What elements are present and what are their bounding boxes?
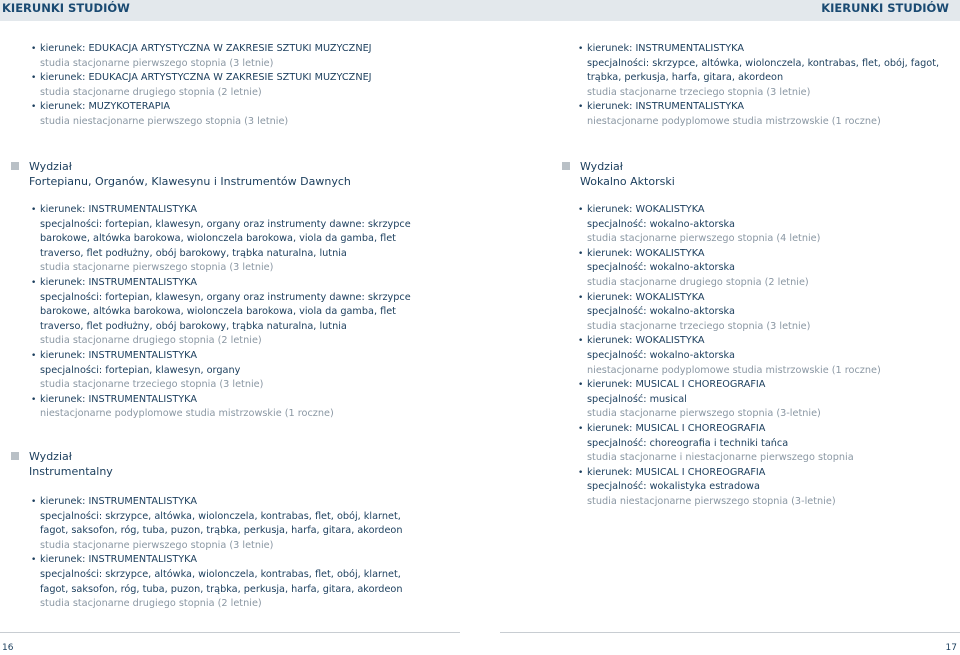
study-mode-line: studia stacjonarne i niestacjonarne pierwszego stopnia <box>587 452 854 464</box>
faculty-label: Wydział <box>580 160 623 173</box>
section-square-icon <box>562 162 570 170</box>
specialty-line: specjalności: skrzypce, altówka, wiolonczela, kontrabas, flet, obój, klarnet, <box>40 568 401 580</box>
study-mode-line: studia stacjonarne drugiego stopnia (2 letnie) <box>40 86 262 98</box>
specialty-line: traverso, flet podłużny, obój barokowy, trąbka naturalna, lutnia <box>40 320 347 332</box>
left-page-title: KIERUNKI STUDIÓW <box>2 1 130 15</box>
specialty-line: specjalność: wokalistyka estradowa <box>587 481 760 493</box>
faculty-heading-fortepian <box>29 159 351 189</box>
faculty-heading-wokalno <box>580 159 675 189</box>
specialty-line: specjalności: skrzypce, altówka, wiolonczela, kontrabas, flet, obój, klarnet, <box>40 510 401 522</box>
right-page-title: KIERUNKI STUDIÓW <box>821 1 949 15</box>
specialty-line: specjalność: choreografia i techniki tańca <box>587 437 789 449</box>
study-mode-line: studia stacjonarne pierwszego stopnia (3 letnie) <box>40 262 274 274</box>
study-mode-line: studia niestacjonarne pierwszego stopnia (3-letnie) <box>587 495 836 507</box>
study-mode-line: studia stacjonarne pierwszego stopnia (3-letnie) <box>587 408 821 420</box>
study-mode-line: niestacjonarne podyplomowe studia mistrzowskie (1 roczne) <box>587 364 881 376</box>
specialty-line: specjalności: skrzypce, altówka, wiolonczela, kontrabas, flet, obój, fagot, <box>587 57 940 69</box>
program-line: • kierunek: MUSICAL I CHOREOGRAFIA <box>580 378 881 393</box>
specialty-line: fagot, saksofon, róg, tuba, puzon, trąbka, perkusja, harfa, gitara, akordeon <box>40 525 403 537</box>
faculty-label: Wydział <box>29 160 72 173</box>
specialty-line: specjalności: fortepian, klawesyn, organy oraz instrumenty dawne: skrzypce <box>40 291 411 303</box>
specialty-line: specjalność: wokalno-aktorska <box>587 218 735 230</box>
program-line: • kierunek: EDUKACJA ARTYSTYCZNA W ZAKRESIE SZTUKI MUZYCZNEJ <box>33 42 372 57</box>
specialty-line: specjalność: wokalno-aktorska <box>587 349 735 361</box>
footer-rule-right <box>500 632 960 633</box>
header-bar <box>0 0 960 21</box>
program-line: • kierunek: WOKALISTYKA <box>580 291 881 306</box>
program-line: • kierunek: WOKALISTYKA <box>580 247 881 262</box>
program-line: • kierunek: MUSICAL I CHOREOGRAFIA <box>580 422 881 437</box>
study-mode-line: studia stacjonarne drugiego stopnia (2 letnie) <box>40 598 262 610</box>
program-line: • kierunek: INSTRUMENTALISTYKA <box>33 203 411 218</box>
footer-rule-left <box>0 632 460 633</box>
faculty-label: Wydział <box>29 450 72 463</box>
study-mode-line: studia stacjonarne pierwszego stopnia (4 letnie) <box>587 233 821 245</box>
study-mode-line: studia stacjonarne drugiego stopnia (2 letnie) <box>587 276 809 288</box>
section-square-icon <box>11 452 19 460</box>
study-mode-line: studia niestacjonarne pierwszego stopnia (3 letnie) <box>40 115 289 127</box>
specialty-line: trąbka, perkusja, harfa, gitara, akordeon <box>587 72 784 84</box>
program-line: • kierunek: MUZYKOTERAPIA <box>33 100 372 115</box>
faculty-name: Instrumentalny <box>29 465 113 478</box>
faculty-instrumentalny-list <box>33 495 403 612</box>
study-mode-line: studia stacjonarne trzeciego stopnia (3 letnie) <box>587 320 811 332</box>
specialty-line: specjalność: musical <box>587 393 687 405</box>
study-mode-line: niestacjonarne podyplomowe studia mistrzowskie (1 roczne) <box>40 408 334 420</box>
faculty-name: Wokalno Aktorski <box>580 175 675 188</box>
study-mode-line: studia stacjonarne trzeciego stopnia (3 letnie) <box>40 379 264 391</box>
specialty-line: traverso, flet podłużny, obój barokowy, trąbka naturalna, lutnia <box>40 247 347 259</box>
specialty-line: specjalności: fortepian, klawesyn, organy <box>40 364 241 376</box>
page-number-right: 17 <box>945 643 957 653</box>
program-line: • kierunek: INSTRUMENTALISTYKA <box>33 553 403 568</box>
program-line: • kierunek: WOKALISTYKA <box>580 203 881 218</box>
program-line: • kierunek: INSTRUMENTALISTYKA <box>580 100 939 115</box>
program-line: • kierunek: INSTRUMENTALISTYKA <box>580 42 939 57</box>
left-top-list <box>33 42 372 130</box>
program-line: • kierunek: INSTRUMENTALISTYKA <box>33 495 403 510</box>
study-mode-line: studia stacjonarne trzeciego stopnia (3 letnie) <box>587 86 811 98</box>
program-line: • kierunek: INSTRUMENTALISTYKA <box>33 349 411 364</box>
program-line: • kierunek: EDUKACJA ARTYSTYCZNA W ZAKRESIE SZTUKI MUZYCZNEJ <box>33 71 372 86</box>
program-line: • kierunek: INSTRUMENTALISTYKA <box>33 276 411 291</box>
program-line: • kierunek: INSTRUMENTALISTYKA <box>33 393 411 408</box>
study-mode-line: studia stacjonarne pierwszego stopnia (3 letnie) <box>40 57 274 69</box>
study-mode-line: studia stacjonarne pierwszego stopnia (3 letnie) <box>40 539 274 551</box>
specialty-line: fagot, saksofon, róg, tuba, puzon, trąbka, perkusja, harfa, gitara, akordeon <box>40 583 403 595</box>
page-number-left: 16 <box>2 643 14 653</box>
study-mode-line: studia stacjonarne drugiego stopnia (2 letnie) <box>40 335 262 347</box>
faculty-fortepian-list <box>33 203 411 422</box>
faculty-wokalno-list <box>580 203 881 509</box>
section-square-icon <box>11 162 19 170</box>
specialty-line: barokowe, altówka barokowa, wiolonczela barokowa, viola da gamba, flet <box>40 306 396 318</box>
faculty-name: Fortepianu, Organów, Klawesynu i Instrumentów Dawnych <box>29 175 351 188</box>
specialty-line: barokowe, altówka barokowa, wiolonczela barokowa, viola da gamba, flet <box>40 233 396 245</box>
program-line: • kierunek: MUSICAL I CHOREOGRAFIA <box>580 466 881 481</box>
program-line: • kierunek: WOKALISTYKA <box>580 334 881 349</box>
right-top-list <box>580 42 939 130</box>
faculty-heading-instrumentalny <box>29 449 113 479</box>
study-mode-line: niestacjonarne podyplomowe studia mistrzowskie (1 roczne) <box>587 115 881 127</box>
specialty-line: specjalność: wokalno-aktorska <box>587 306 735 318</box>
specialty-line: specjalności: fortepian, klawesyn, organy oraz instrumenty dawne: skrzypce <box>40 218 411 230</box>
specialty-line: specjalność: wokalno-aktorska <box>587 262 735 274</box>
